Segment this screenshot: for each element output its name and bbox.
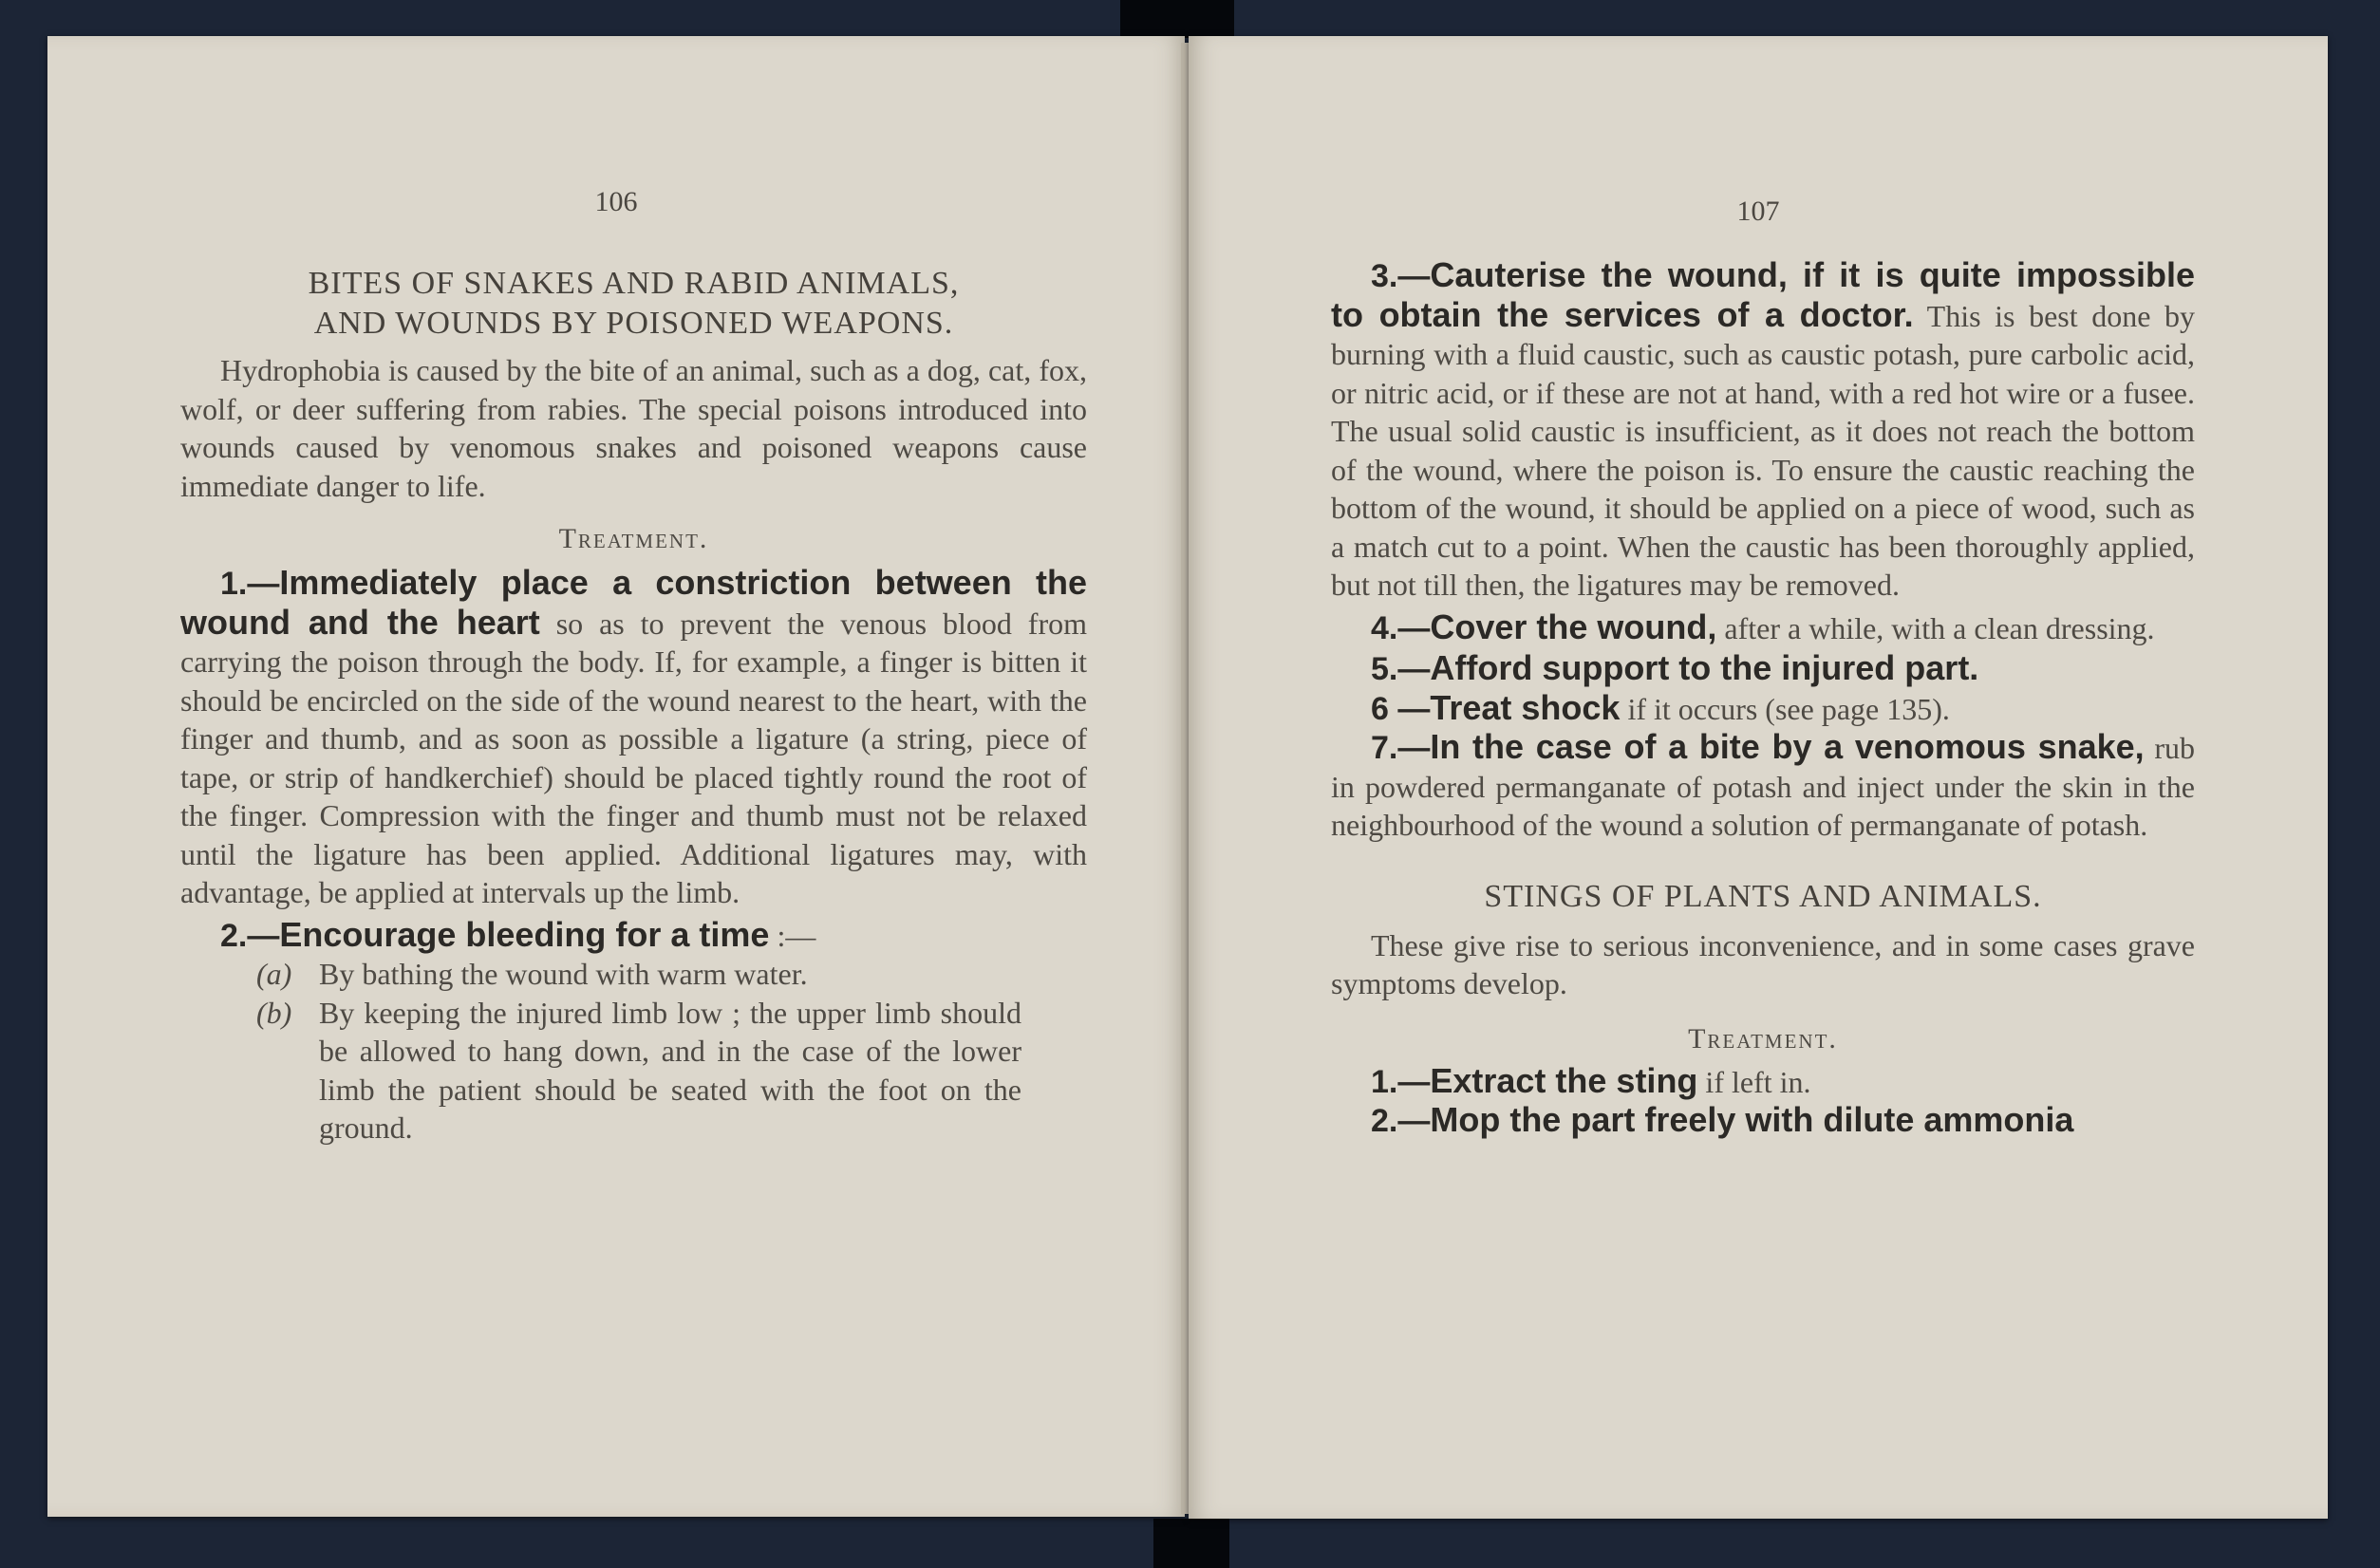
sting-item-1 — [1331, 1062, 2195, 1102]
treatment-heading-right: Treatment. — [1688, 1022, 1838, 1055]
item-4-instruction: Cover the wound, — [1430, 607, 1717, 646]
item-3-instruction: Cauterise the wound, if it is quite impossible to obtain the services of a doctor. — [1331, 255, 2195, 334]
item-5-number: 5.— — [1371, 651, 1431, 687]
item-7-text: rub in powdered permanganate of potash and inject under the skin in the neighbourhood of the wound a solution of permanganate of potash. — [1331, 731, 2196, 842]
sub-item-a-mark: (a) — [256, 957, 292, 991]
section-heading-line2: AND WOUNDS BY POISONED WEAPONS. — [313, 306, 954, 341]
treatment-item-1 — [180, 564, 1087, 912]
right-column — [1331, 256, 2195, 1141]
item-6-text: if it occurs (see page 135). — [1620, 691, 1950, 726]
page-number-left: 106 — [594, 186, 638, 217]
sting-item-2-instruction: Mop the part freely with dilute ammonia — [1430, 1100, 2074, 1139]
sub-item-a — [180, 955, 1087, 994]
item-3-number: 3.— — [1371, 258, 1431, 294]
treatment-item-7 — [1331, 728, 2195, 845]
treatment-item-4 — [1331, 608, 2195, 648]
treatment-item-2 — [180, 916, 1087, 956]
sting-item-1-instruction: Extract the sting — [1430, 1060, 1698, 1100]
item-2-number: 2.— — [220, 917, 280, 954]
spine-top — [1120, 0, 1234, 38]
stings-heading: STINGS OF PLANTS AND ANIMALS. — [1484, 878, 2042, 914]
item-6-number: 6 — — [1371, 690, 1431, 727]
left-column — [180, 264, 1087, 1148]
item-1-number: 1.— — [220, 566, 280, 602]
item-2-instruction: Encourage bleeding for a time — [279, 914, 770, 954]
sting-item-2-number: 2.— — [1371, 1103, 1431, 1139]
stings-intro: These give rise to serious inconvenience, and in some cases grave symptoms develop. — [1331, 927, 2195, 1000]
section-heading-line1: BITES OF SNAKES AND RABID ANIMALS, — [308, 266, 960, 301]
treatment-item-5 — [1331, 649, 2195, 689]
item-5-instruction: Afford support to the injured part. — [1430, 648, 1979, 687]
item-2-tail: :— — [769, 918, 816, 953]
item-6-instruction: Treat shock — [1430, 687, 1621, 727]
sub-item-b — [180, 994, 1087, 1148]
sub-item-b-text: By keeping the injured limb low ; the upper limb should be allowed to hang down, and in the case of the lower limb the patient should be seated with the foot on the ground. — [319, 995, 1021, 1145]
item-1-text: so as to prevent the venous blood from carrying the poison through the body. If, for example, a finger is bitten it should be encircled on the side of the wound nearest to the heart, with the finger and thumb, and as soon as possible a ligature (a string, piece of tape, or strip of handkerchief) should be placed tightly round the root of the finger. Compression with the finger and thumb must not be relaxed until the ligature has been applied. Additional ligatures may, with advantage, be applied at intervals up the limb. — [180, 606, 1087, 909]
spine-bottom — [1153, 1519, 1229, 1568]
right-page — [1189, 36, 2328, 1519]
page-number-right: 107 — [1736, 196, 1780, 227]
item-4-text: after a while, with a clean dressing. — [1716, 610, 2155, 645]
treatment-item-3 — [1331, 256, 2195, 605]
item-7-instruction: In the case of a bite by a venomous snake, — [1430, 727, 2145, 766]
sub-item-b-mark: (b) — [256, 995, 292, 1030]
item-7-number: 7.— — [1371, 730, 1431, 766]
sting-item-1-number: 1.— — [1371, 1063, 1431, 1100]
sub-item-a-text: By bathing the wound with warm water. — [319, 957, 808, 991]
item-1-instruction: Immediately place a constriction between the wound and the heart — [180, 563, 1087, 642]
sting-item-2 — [1331, 1101, 2195, 1141]
item-3-text: This is best done by burning with a fluid caustic, such as caustic potash, pure carbolic acid, or nitric acid, or if these are not at hand, with a red hot wire or a fusee. The usual solid caustic is insufficient, as it does not reach the bottom of the wound, where the poison is. To ensure the caustic reaching the bottom of the wound, it should be applied on a piece of wood, such as a match cut to a point. When the caustic has been thoroughly applied, but not till then, the ligatures may be removed. — [1331, 298, 2196, 602]
left-page — [47, 36, 1185, 1517]
treatment-heading-left: Treatment. — [558, 523, 709, 554]
item-4-number: 4.— — [1371, 609, 1431, 646]
treatment-item-6 — [1331, 689, 2195, 729]
sting-item-1-text: if left in. — [1697, 1064, 1811, 1099]
intro-paragraph: Hydrophobia is caused by the bite of an animal, such as a dog, cat, fox, wolf, or deer suffering from rabies. The special poisons introduced into wounds caused by venomous snakes and poisoned weapons cause immediate danger to life. — [180, 353, 1087, 503]
